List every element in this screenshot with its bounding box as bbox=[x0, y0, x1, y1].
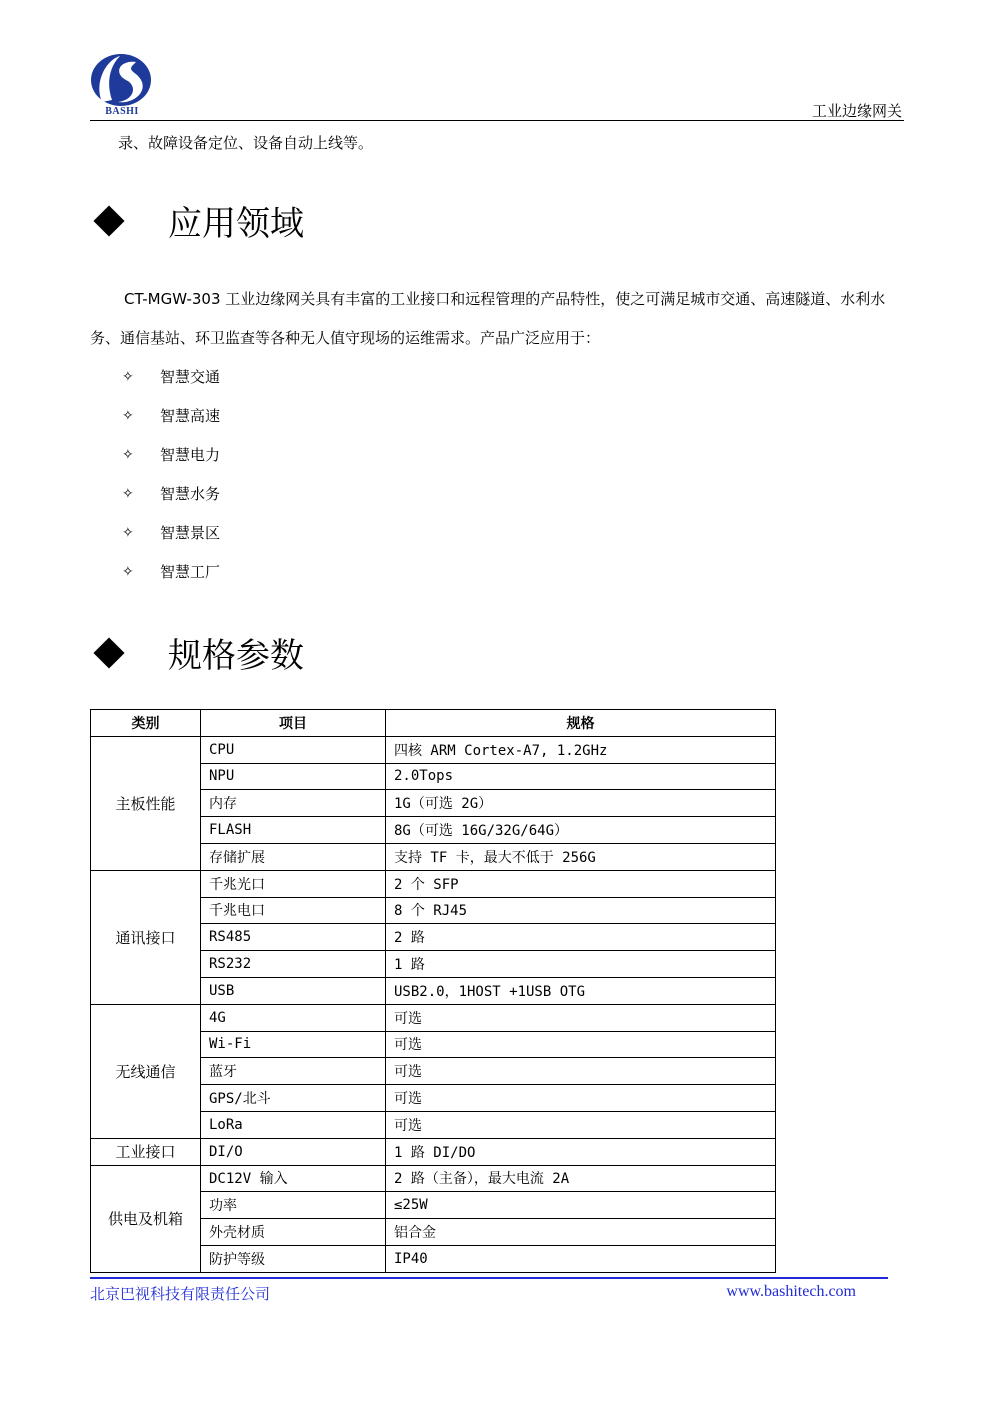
spec-table bbox=[90, 709, 776, 1273]
list-item-label: 智慧水务 bbox=[160, 485, 221, 503]
spec-cell: 可选 bbox=[386, 1085, 776, 1112]
table-row bbox=[91, 870, 776, 897]
list-item bbox=[122, 397, 220, 436]
applications-paragraph: CT-MGW-303 工业边缘网关具有丰富的工业接口和远程管理的产品特性，使之可满足城市交通、高速隧道、水利水务、通信基站、环卫监查等各种无人值守现场的运维需求。产品广泛应用于： bbox=[90, 290, 886, 347]
spec-cell: 8G（可选 16G/32G/64G） bbox=[386, 817, 776, 844]
logo-wordmark: BASHI bbox=[105, 106, 139, 117]
list-item bbox=[122, 514, 220, 553]
spec-cell: 四核 ARM Cortex-A7, 1.2GHz bbox=[386, 736, 776, 763]
star-bullet-icon: ✧ bbox=[122, 525, 134, 541]
table-row bbox=[91, 1004, 776, 1031]
spec-cell: 1G（可选 2G） bbox=[386, 790, 776, 817]
item-cell: FLASH bbox=[201, 817, 386, 844]
spec-cell: 1 路 bbox=[386, 951, 776, 978]
diamond-bullet-icon bbox=[93, 637, 124, 668]
applications-list bbox=[122, 358, 220, 592]
spec-cell: 2.0Tops bbox=[386, 763, 776, 790]
list-item bbox=[122, 553, 220, 592]
column-header: 规格 bbox=[386, 710, 776, 737]
spec-cell: 支持 TF 卡，最大不低于 256G bbox=[386, 843, 776, 870]
category-cell: 无线通信 bbox=[91, 1004, 201, 1138]
item-cell: 4G bbox=[201, 1004, 386, 1031]
spec-cell: ≤25W bbox=[386, 1192, 776, 1219]
item-cell: 千兆电口 bbox=[201, 897, 386, 924]
item-cell: USB bbox=[201, 977, 386, 1004]
category-cell: 主板性能 bbox=[91, 736, 201, 870]
spec-cell: 可选 bbox=[386, 1004, 776, 1031]
column-header: 项目 bbox=[201, 710, 386, 737]
section-title: 规格参数 bbox=[168, 636, 304, 676]
spec-cell: 2 路 bbox=[386, 924, 776, 951]
list-item bbox=[122, 436, 220, 475]
header-divider bbox=[90, 120, 904, 121]
item-cell: GPS/北斗 bbox=[201, 1085, 386, 1112]
table-row bbox=[91, 1165, 776, 1192]
list-item-label: 智慧交通 bbox=[160, 368, 221, 386]
item-cell: Wi-Fi bbox=[201, 1031, 386, 1058]
continued-paragraph: 录、故障设备定位、设备自动上线等。 bbox=[118, 134, 374, 152]
item-cell: DC12V 输入 bbox=[201, 1165, 386, 1192]
star-bullet-icon: ✧ bbox=[122, 369, 134, 385]
star-bullet-icon: ✧ bbox=[122, 486, 134, 502]
item-cell: 存储扩展 bbox=[201, 843, 386, 870]
item-cell: 蓝牙 bbox=[201, 1058, 386, 1085]
spec-cell: 2 路（主备），最大电流 2A bbox=[386, 1165, 776, 1192]
table-header-row bbox=[91, 710, 776, 737]
star-bullet-icon: ✧ bbox=[122, 447, 134, 463]
table-row bbox=[91, 736, 776, 763]
section-heading-applications bbox=[92, 196, 304, 245]
item-cell: 内存 bbox=[201, 790, 386, 817]
category-cell: 供电及机箱 bbox=[91, 1165, 201, 1272]
header-title: 工业边缘网关 bbox=[811, 102, 902, 120]
list-item-label: 智慧工厂 bbox=[160, 563, 221, 581]
section-title: 应用领域 bbox=[168, 204, 304, 244]
footer-divider bbox=[90, 1277, 888, 1279]
spec-cell: USB2.0，1HOST +1USB OTG bbox=[386, 977, 776, 1004]
spec-cell: 可选 bbox=[386, 1058, 776, 1085]
list-item-label: 智慧高速 bbox=[160, 407, 221, 425]
item-cell: 功率 bbox=[201, 1192, 386, 1219]
spec-cell: IP40 bbox=[386, 1245, 776, 1272]
footer-company: 北京巴视科技有限责任公司 bbox=[90, 1285, 271, 1303]
item-cell: 防护等级 bbox=[201, 1245, 386, 1272]
item-cell: RS232 bbox=[201, 951, 386, 978]
star-bullet-icon: ✧ bbox=[122, 564, 134, 580]
spec-cell: 8 个 RJ45 bbox=[386, 897, 776, 924]
table-row bbox=[91, 1138, 776, 1165]
item-cell: RS485 bbox=[201, 924, 386, 951]
list-item-label: 智慧景区 bbox=[160, 524, 221, 542]
footer-website-link[interactable]: www.bashitech.com bbox=[726, 1283, 856, 1300]
column-header: 类别 bbox=[91, 710, 201, 737]
list-item bbox=[122, 358, 220, 397]
spec-cell: 1 路 DI/DO bbox=[386, 1138, 776, 1165]
category-cell: 工业接口 bbox=[91, 1138, 201, 1165]
spec-cell: 可选 bbox=[386, 1031, 776, 1058]
list-item-label: 智慧电力 bbox=[160, 446, 221, 464]
item-cell: 外壳材质 bbox=[201, 1219, 386, 1246]
list-item bbox=[122, 475, 220, 514]
item-cell: CPU bbox=[201, 736, 386, 763]
spec-cell: 2 个 SFP bbox=[386, 870, 776, 897]
item-cell: NPU bbox=[201, 763, 386, 790]
diamond-bullet-icon bbox=[93, 205, 124, 236]
item-cell: DI/O bbox=[201, 1138, 386, 1165]
item-cell: LoRa bbox=[201, 1111, 386, 1138]
spec-cell: 铝合金 bbox=[386, 1219, 776, 1246]
spec-cell: 可选 bbox=[386, 1111, 776, 1138]
section-heading-specifications bbox=[92, 628, 304, 677]
star-bullet-icon: ✧ bbox=[122, 408, 134, 424]
item-cell: 千兆光口 bbox=[201, 870, 386, 897]
category-cell: 通讯接口 bbox=[91, 870, 201, 1004]
